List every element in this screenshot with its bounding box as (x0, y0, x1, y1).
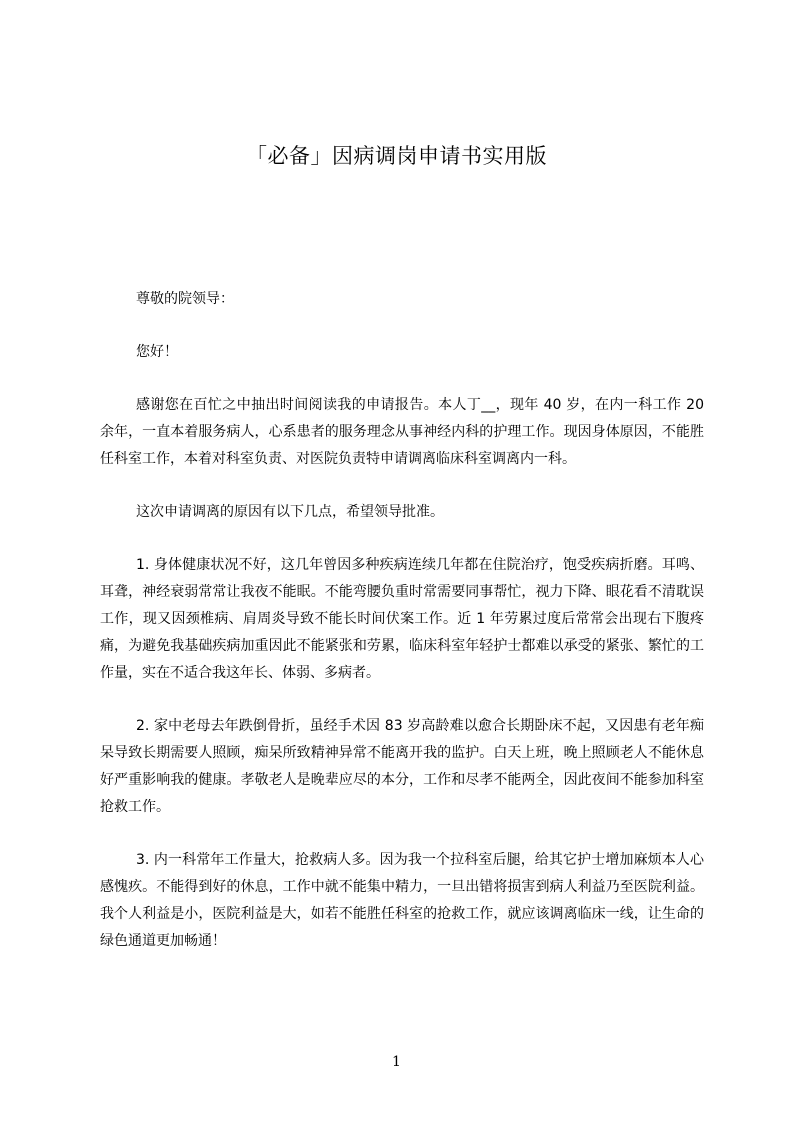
paragraph-reason-3: 3. 内一科常年工作量大，抢救病人多。因为我一个拉科室后腿，给其它护士增加麻烦本人心感愧疚。不能得到好的休息，工作中就不能集中精力，一旦出错将损害到病人利益乃至医院利益。我个人利益是小，医院利益是大，如若不能胜任科室的抢救工作，就应该调离临床一线，让生命的绿色通道更加畅通！ (100, 852, 704, 949)
paragraph-reason-1: 1. 身体健康状况不好，这几年曾因多种疾病连续几年都在住院治疗，饱受疾病折磨。耳鸣、耳聋，神经衰弱常常让我夜不能眠。不能弯腰负重时常需要同事帮忙，视力下降、眼花看不清耽误工作，现又因颈椎病、肩周炎导致不能长时间伏案工作。近 1 年劳累过度后常常会出现右下腹疼痛，为避免我基础疾病加重因此不能紧张和劳累，临床科室年轻护士都难以承受的紧张、繁忙的工作量，实在不适合我这年长、体弱、多病者。 (100, 557, 704, 681)
greeting: 您好！ (136, 344, 178, 360)
paragraph-reason-2: 2. 家中老母去年跌倒骨折，虽经手术因 83 岁高龄难以愈合长期卧床不起，又因患有老年痴呆导致长期需要人照顾，痴呆所致精神异常不能离开我的监护。白天上班，晚上照顾老人不能休息好严重影响我的健康。孝敬老人是晚辈应尽的本分，工作和尽孝不能两全，因此夜间不能参加科室抢救工作。 (100, 718, 704, 815)
paragraph-intro: 感谢您在百忙之中抽出时间阅读我的申请报告。本人丁__，现年 40 岁，在内一科工作 20 余年，一直本着服务病人，心系患者的服务理念从事神经内科的护理工作。现因身体原因，不能胜任科室工作，本着对科室负责、对医院负责特申请调离临床科室调离内一科。 (100, 397, 704, 467)
page-number: 1 (392, 1054, 401, 1070)
salutation: 尊敬的院领导： (136, 291, 234, 307)
document-title: 「必备」因病调岗申请书实用版 (246, 144, 547, 168)
paragraph-reasons-lead: 这次申请调离的原因有以下几点，希望领导批准。 (136, 504, 444, 520)
document-body (100, 286, 704, 981)
